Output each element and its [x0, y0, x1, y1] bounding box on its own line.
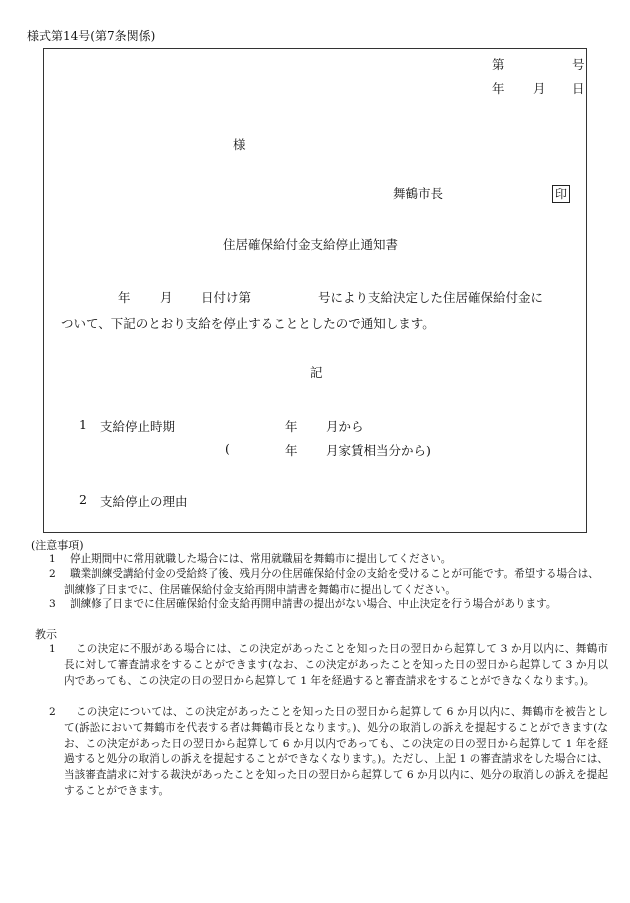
kyouji-number: 2: [49, 706, 56, 718]
kyouji-title: 教示: [35, 628, 57, 641]
body-year: 年: [118, 290, 131, 305]
note-item: [36, 597, 606, 613]
form-number: 様式第14号(第7条関係): [27, 29, 156, 43]
kyouji-item: [36, 705, 608, 800]
document-title: 住居確保給付金支給停止通知書: [223, 237, 399, 252]
doc-number-prefix: 第: [492, 57, 505, 72]
note-text: 職業訓練受講給付金の受給終了後、残月分の住居確保給付金の支給を受けることが可能です。希望する場合は、訓練修了日までに、住居確保給付金支給再開申請書を舞鶴市に提出してください。: [64, 568, 599, 596]
note-text: 停止期間中に常用就職した場合には、常用就職届を舞鶴市に提出してください。: [70, 553, 452, 565]
addressee-suffix: 様: [233, 137, 246, 152]
note-number: 2: [49, 568, 56, 580]
notes-title: (注意事項): [31, 539, 84, 552]
date-day: 日: [572, 81, 585, 96]
kyouji-item: [36, 642, 608, 689]
ki-heading: 記: [310, 365, 323, 380]
item1-month-from: 月から: [326, 419, 364, 434]
item2-label: 支給停止の理由: [100, 494, 188, 509]
item1-number: 1: [79, 417, 87, 432]
seal-stamp: 印: [552, 185, 570, 203]
date-month: 月: [533, 81, 546, 96]
note-item: [36, 552, 606, 568]
note-text: 訓練修了日までに住居確保給付金支給再開申請書の提出がない場合、中止決定を行う場合があります。: [70, 598, 557, 610]
note-item: [36, 567, 606, 598]
note-number: 3: [49, 598, 56, 610]
item1-rent-tail: 月家賃相当分から): [326, 443, 431, 458]
item1-paren-open: (: [225, 441, 230, 456]
notice-frame: [43, 48, 587, 533]
item1-year: 年: [285, 419, 298, 434]
body-line2: ついて、下記のとおり支給を停止することとしたので通知します。: [61, 316, 435, 331]
item2-number: 2: [79, 492, 87, 507]
item1-rent-year: 年: [285, 443, 298, 458]
item1-label: 支給停止時期: [100, 419, 176, 434]
body-dated: 日付け第: [201, 290, 252, 305]
body-line1-rest: 号により支給決定した住居確保給付金に: [318, 290, 544, 305]
kyouji-number: 1: [49, 643, 56, 655]
kyouji-text: この決定については、この決定があったことを知った日の翌日から起算して 6 か月以内に、舞鶴市を被告として(訴訟において舞鶴市を代表する者は舞鶴市長となります。)、処分の取消しの訴えを提起することができます(なお、この決定があった日の翌日から起算して 6 か月以内であっても、この決定の日の翌日から起算して 1 年を経過すると処分の取消しの訴えを提起することができなくなります。)。ただし、上記 1 の審査請求をした場合には、当該審査請求に対する裁決があったことを知った日の翌日から起算して 6 か月以内に、処分の取消しの訴えを提起することができます。: [64, 706, 608, 797]
body-month: 月: [160, 290, 173, 305]
date-year: 年: [492, 81, 505, 96]
note-number: 1: [49, 553, 56, 565]
issuer-name: 舞鶴市長: [393, 186, 444, 201]
kyouji-text: この決定に不服がある場合には、この決定があったことを知った日の翌日から起算して 3 か月以内に、舞鶴市長に対して審査請求をすることができます(なお、この決定があったことを知った日の翌日から起算して 3 か月以内であっても、この決定の日の翌日から起算して 1 年を経過すると審査請求をすることができなくなります。)。: [64, 643, 608, 687]
doc-number-suffix: 号: [572, 57, 585, 72]
